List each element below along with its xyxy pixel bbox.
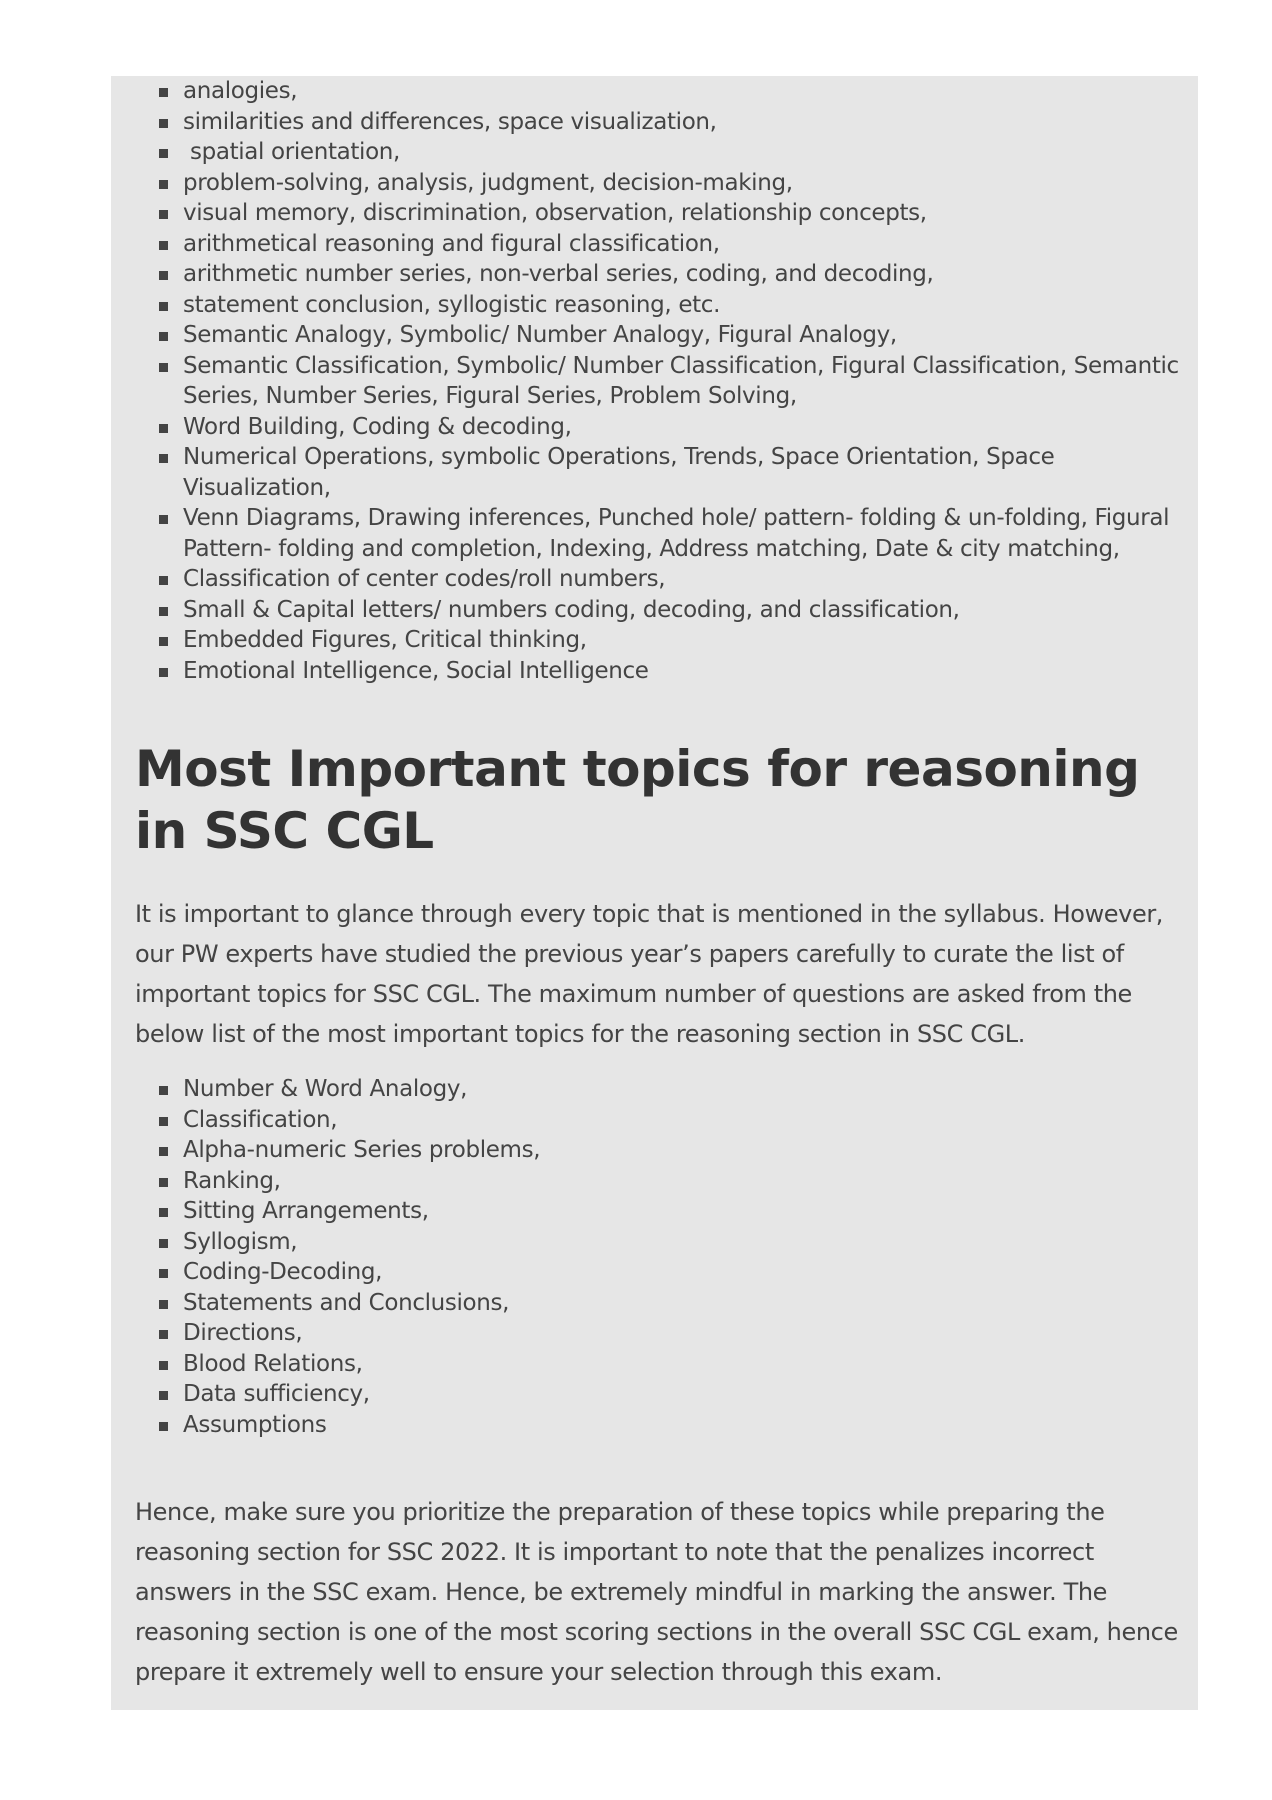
square-bullet-icon [159, 1269, 168, 1278]
list-item-text: Embedded Figures, Critical thinking, [183, 627, 587, 653]
square-bullet-icon [159, 1147, 168, 1156]
list-item-text: spatial orientation, [183, 139, 400, 165]
list-item-text: Semantic Classification, Symbolic/ Number Classification, Figural Classification, Semantic Series, Number Series, Figural Series, Problem Solving, [183, 352, 1186, 409]
intro-paragraph: It is important to glance through every topic that is mentioned in the syllabus. However, our PW experts have studied the previous year’s papers carefully to curate the list of important topics for SSC CGL. The maximum number of questions are asked from the below list of the most important topics for the reasoning section in SSC CGL. [135, 900, 1164, 1048]
syllabus-topic-item [135, 564, 1185, 595]
list-item-text: Emotional Intelligence, Social Intelligence [183, 657, 649, 684]
square-bullet-icon [159, 119, 168, 128]
syllabus-topic-item [135, 412, 1185, 443]
list-item-text: Data sufficiency, [183, 1381, 370, 1407]
square-bullet-icon [159, 1239, 168, 1248]
square-bullet-icon [159, 1178, 168, 1187]
section-heading: Most Important topics for reasoning in SSC CGL [135, 740, 1140, 860]
syllabus-topic-list [135, 76, 1185, 686]
list-item-text: Word Building, Coding & decoding, [183, 413, 572, 440]
square-bullet-icon [159, 1117, 168, 1126]
syllabus-topic-item [135, 137, 1185, 168]
syllabus-topic-item [135, 625, 1185, 656]
important-topic-item [135, 1349, 1185, 1380]
list-item-text: statement conclusion, syllogistic reasoning, etc. [183, 291, 721, 318]
important-topic-item [135, 1379, 1185, 1410]
syllabus-topic-item [135, 656, 1185, 687]
list-item-text: Assumptions [183, 1411, 327, 1438]
list-item-text: visual memory, discrimination, observation, relationship concepts, [183, 200, 927, 226]
list-item-text: arithmetic number series, non-verbal series, coding, and decoding, [183, 261, 934, 287]
important-topic-item [135, 1166, 1185, 1197]
important-topic-item [135, 1105, 1185, 1136]
important-topic-item [135, 1135, 1185, 1166]
list-item-text: Numerical Operations, symbolic Operations, Trends, Space Orientation, Space Visualization, [183, 444, 1062, 501]
list-item-text: Syllogism, [183, 1228, 298, 1255]
list-item-text: Directions, [183, 1320, 303, 1346]
syllabus-topic-item [135, 198, 1185, 229]
square-bullet-icon [159, 1208, 168, 1217]
list-item-text: Classification, [183, 1106, 338, 1133]
important-topic-item [135, 1410, 1185, 1441]
square-bullet-icon [159, 515, 168, 524]
syllabus-topic-item [135, 442, 1185, 503]
syllabus-topic-item [135, 320, 1185, 351]
list-item-text: Coding-Decoding, [183, 1259, 383, 1285]
important-topic-item [135, 1318, 1185, 1349]
syllabus-topic-item [135, 168, 1185, 199]
syllabus-topic-item [135, 503, 1185, 564]
square-bullet-icon [159, 88, 168, 97]
list-item-text: problem-solving, analysis, judgment, decision-making, [183, 169, 793, 196]
square-bullet-icon [159, 607, 168, 616]
list-item-text: similarities and differences, space visualization, [183, 108, 717, 135]
square-bullet-icon [159, 210, 168, 219]
syllabus-topic-item [135, 290, 1185, 321]
square-bullet-icon [159, 1391, 168, 1400]
article-content [135, 76, 1185, 1692]
square-bullet-icon [159, 1422, 168, 1431]
syllabus-topic-item [135, 259, 1185, 290]
list-item-text: Venn Diagrams, Drawing inferences, Punched hole/ pattern- folding & un-folding, Figural Pattern- folding and completion, Indexing, Address matching, Date & city matching, [183, 505, 1177, 562]
square-bullet-icon [159, 149, 168, 158]
syllabus-topic-item [135, 351, 1185, 412]
list-item-text: Blood Relations, [183, 1350, 363, 1377]
important-topic-item [135, 1196, 1185, 1227]
square-bullet-icon [159, 271, 168, 280]
list-item-text: Semantic Analogy, Symbolic/ Number Analogy, Figural Analogy, [183, 322, 897, 348]
syllabus-topic-item [135, 76, 1185, 107]
square-bullet-icon [159, 1300, 168, 1309]
square-bullet-icon [159, 363, 168, 372]
list-item-text: analogies, [183, 78, 298, 104]
square-bullet-icon [159, 1086, 168, 1095]
list-item-text: Classification of center codes/roll numbers, [183, 566, 666, 592]
important-topic-item [135, 1227, 1185, 1258]
closing-paragraph: Hence, make sure you prioritize the preparation of these topics while preparing the reasoning section for SSC 2022. It is important to note that the penalizes incorrect answers in the SSC exam. Hence, be extremely mindful in marking the answer. The reasoning section is one of the most scoring sections in the overall SSC CGL exam, hence prepare it extremely well to ensure your selection through this exam. [135, 1498, 1178, 1686]
square-bullet-icon [159, 637, 168, 646]
list-item-text: Statements and Conclusions, [183, 1289, 510, 1316]
square-bullet-icon [159, 332, 168, 341]
syllabus-topic-item [135, 107, 1185, 138]
important-topic-item [135, 1257, 1185, 1288]
syllabus-topic-item [135, 595, 1185, 626]
list-item-text: Alpha-numeric Series problems, [183, 1137, 541, 1163]
list-item-text: Sitting Arrangements, [183, 1198, 429, 1224]
square-bullet-icon [159, 1361, 168, 1370]
syllabus-topic-item [135, 229, 1185, 260]
square-bullet-icon [159, 1330, 168, 1339]
important-topic-item [135, 1074, 1185, 1105]
square-bullet-icon [159, 454, 168, 463]
square-bullet-icon [159, 668, 168, 677]
important-topic-item [135, 1288, 1185, 1319]
square-bullet-icon [159, 180, 168, 189]
list-item-text: arithmetical reasoning and figural classification, [183, 230, 720, 257]
square-bullet-icon [159, 424, 168, 433]
square-bullet-icon [159, 302, 168, 311]
list-item-text: Small & Capital letters/ numbers coding, decoding, and classification, [183, 596, 960, 623]
important-topic-list [135, 1074, 1185, 1440]
list-item-text: Ranking, [183, 1167, 281, 1194]
square-bullet-icon [159, 576, 168, 585]
list-item-text: Number & Word Analogy, [183, 1076, 468, 1102]
square-bullet-icon [159, 241, 168, 250]
